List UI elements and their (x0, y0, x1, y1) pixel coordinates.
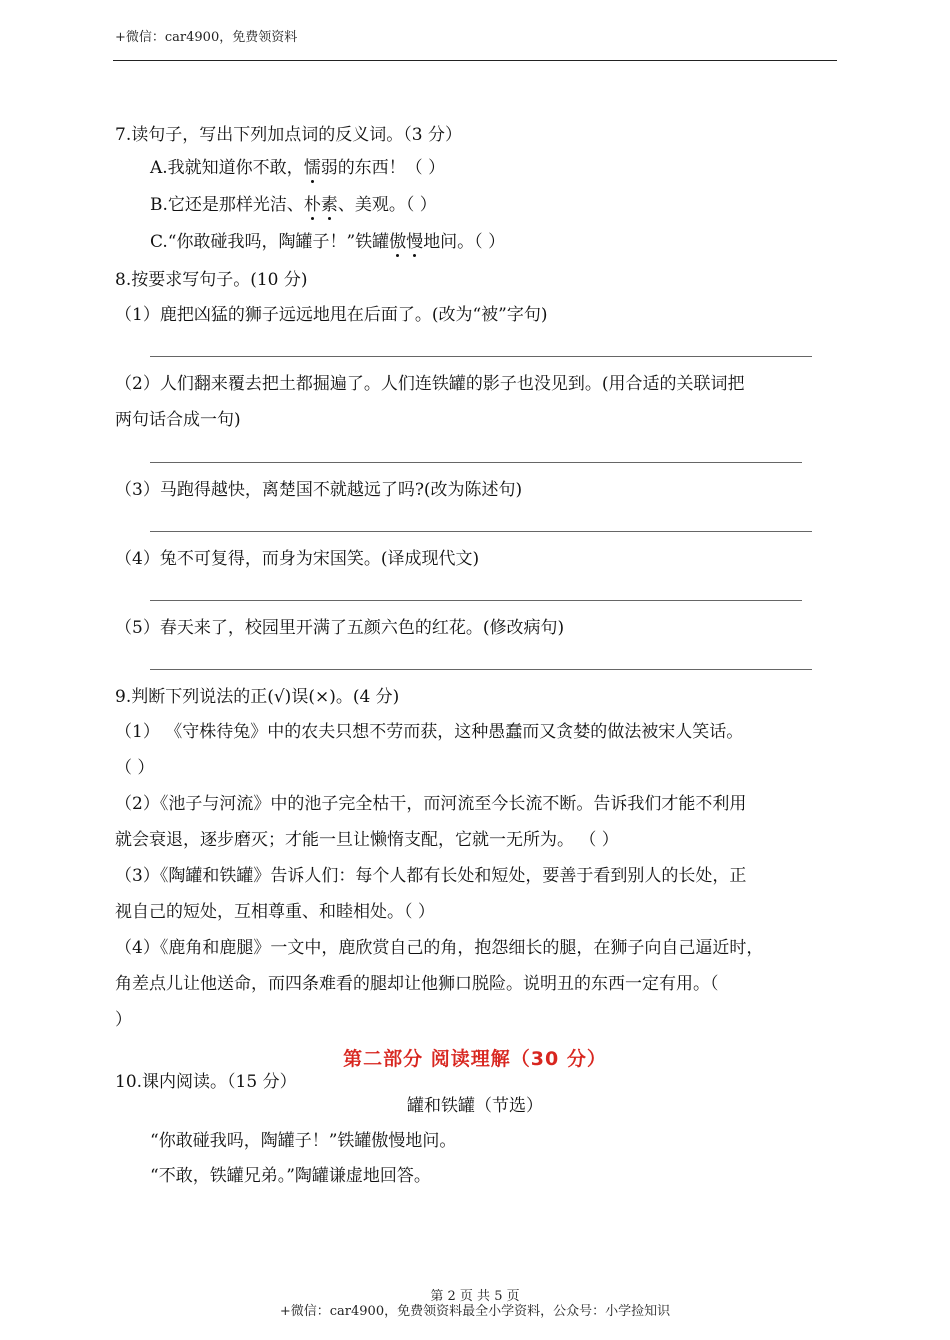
q9-item1-line1: （1） 《守株待兔》中的农夫只想不劳而获，这种愚蠢而又贪婪的做法被宋人笑话。 (115, 722, 744, 742)
q7-c-dotted-char-1: 傲 (389, 232, 407, 252)
q7-b-pre: B.它还是那样光洁、 (150, 195, 304, 215)
q7-item-b (150, 195, 437, 215)
section-two-title: 第二部分 阅读理解（30 分） (343, 1048, 607, 1070)
q7-b-dotted-char-1: 朴 (303, 195, 321, 215)
q7-a-mid: 弱 (320, 158, 338, 178)
q8-title: 8.按要求写句子。(10 分) (115, 270, 308, 290)
q9-item4-line3: ） (115, 1010, 132, 1030)
q8-s3: （3）马跑得越快，离楚国不就越远了吗?(改为陈述句) (115, 480, 523, 500)
q9-title: 9.判断下列说法的正(√)误(×)。(4 分) (115, 687, 400, 707)
q8-s1-answer-line[interactable] (150, 356, 812, 357)
q8-s4: （4）兔不可复得，而身为宋国笑。(译成现代文) (115, 549, 480, 569)
q7-a-post: 的东西！（ ） (337, 158, 446, 178)
q7-item-a (150, 158, 445, 178)
q8-s3-answer-line[interactable] (150, 531, 812, 532)
q7-b-post: 、美观。（ ） (337, 195, 437, 215)
q9-item4-line1: （4）《鹿角和鹿腿》一文中，鹿欣赏自己的角，抱怨细长的腿，在狮子向自己逼近时， (115, 938, 764, 958)
header-rule (113, 60, 837, 61)
q9-item3-line1: （3）《陶罐和铁罐》告诉人们：每个人都有长处和短处，要善于看到别人的长处，正 (115, 866, 747, 886)
passage-title: 罐和铁罐（节选） (407, 1096, 543, 1116)
q7-item-c (150, 232, 505, 252)
q9-item1-answer[interactable]: （ ） (115, 758, 155, 778)
passage-paragraph-1: “你敢碰我吗，陶罐子！”铁罐傲慢地问。 (150, 1131, 457, 1151)
q8-s2-answer-line[interactable] (150, 462, 802, 463)
q10-title: 10.课内阅读。（15 分） (115, 1072, 297, 1092)
q8-s4-answer-line[interactable] (150, 600, 802, 601)
footer-text: +微信：car4900，免费领资料最全小学资料，公众号：小学捡知识 (279, 1304, 671, 1319)
q7-b-dotted-char-2: 素 (320, 195, 338, 215)
q9-item2-line1: （2）《池子与河流》中的池子完全枯干，而河流至今长流不断。告诉我们才能不利用 (115, 794, 747, 814)
q9-item4-line2: 角差点儿让他送命，而四条难看的腿却让他狮口脱险。说明丑的东西一定有用。（ (115, 974, 719, 994)
q7-a-pre: A.我就知道你不敢， (150, 158, 304, 178)
q7-c-post: 地问。（ ） (423, 232, 506, 252)
q8-s5-answer-line[interactable] (150, 669, 812, 670)
q8-s2-line1: （2）人们翻来覆去把土都掘遍了。人们连铁罐的影子也没见到。(用合适的关联词把 (115, 374, 745, 394)
q8-s1: （1）鹿把凶猛的狮子远远地甩在后面了。(改为“被”字句) (115, 305, 548, 325)
q7-title: 7.读句子，写出下列加点词的反义词。（3 分） (115, 125, 462, 145)
page-number: 第 2 页 共 5 页 (430, 1289, 520, 1304)
q8-s2-line2: 两句话合成一句) (115, 410, 241, 430)
q7-c-pre: C.“你敢碰我吗，陶罐子！”铁罐 (150, 232, 390, 252)
q7-a-dotted-char: 懦 (303, 158, 321, 178)
header-text: +微信：car4900，免费领资料 (115, 30, 298, 45)
q8-s5: （5）春天来了，校园里开满了五颜六色的红花。(修改病句) (115, 618, 565, 638)
q7-c-dotted-char-2: 慢 (406, 232, 424, 252)
q9-item2-line2: 就会衰退，逐步磨灭；才能一旦让懒惰支配，它就一无所为。 （ ） (115, 830, 619, 850)
passage-paragraph-2: “不敢，铁罐兄弟。”陶罐谦虚地回答。 (150, 1166, 431, 1186)
q9-item3-line2: 视自己的短处，互相尊重、和睦相处。（ ） (115, 902, 435, 922)
